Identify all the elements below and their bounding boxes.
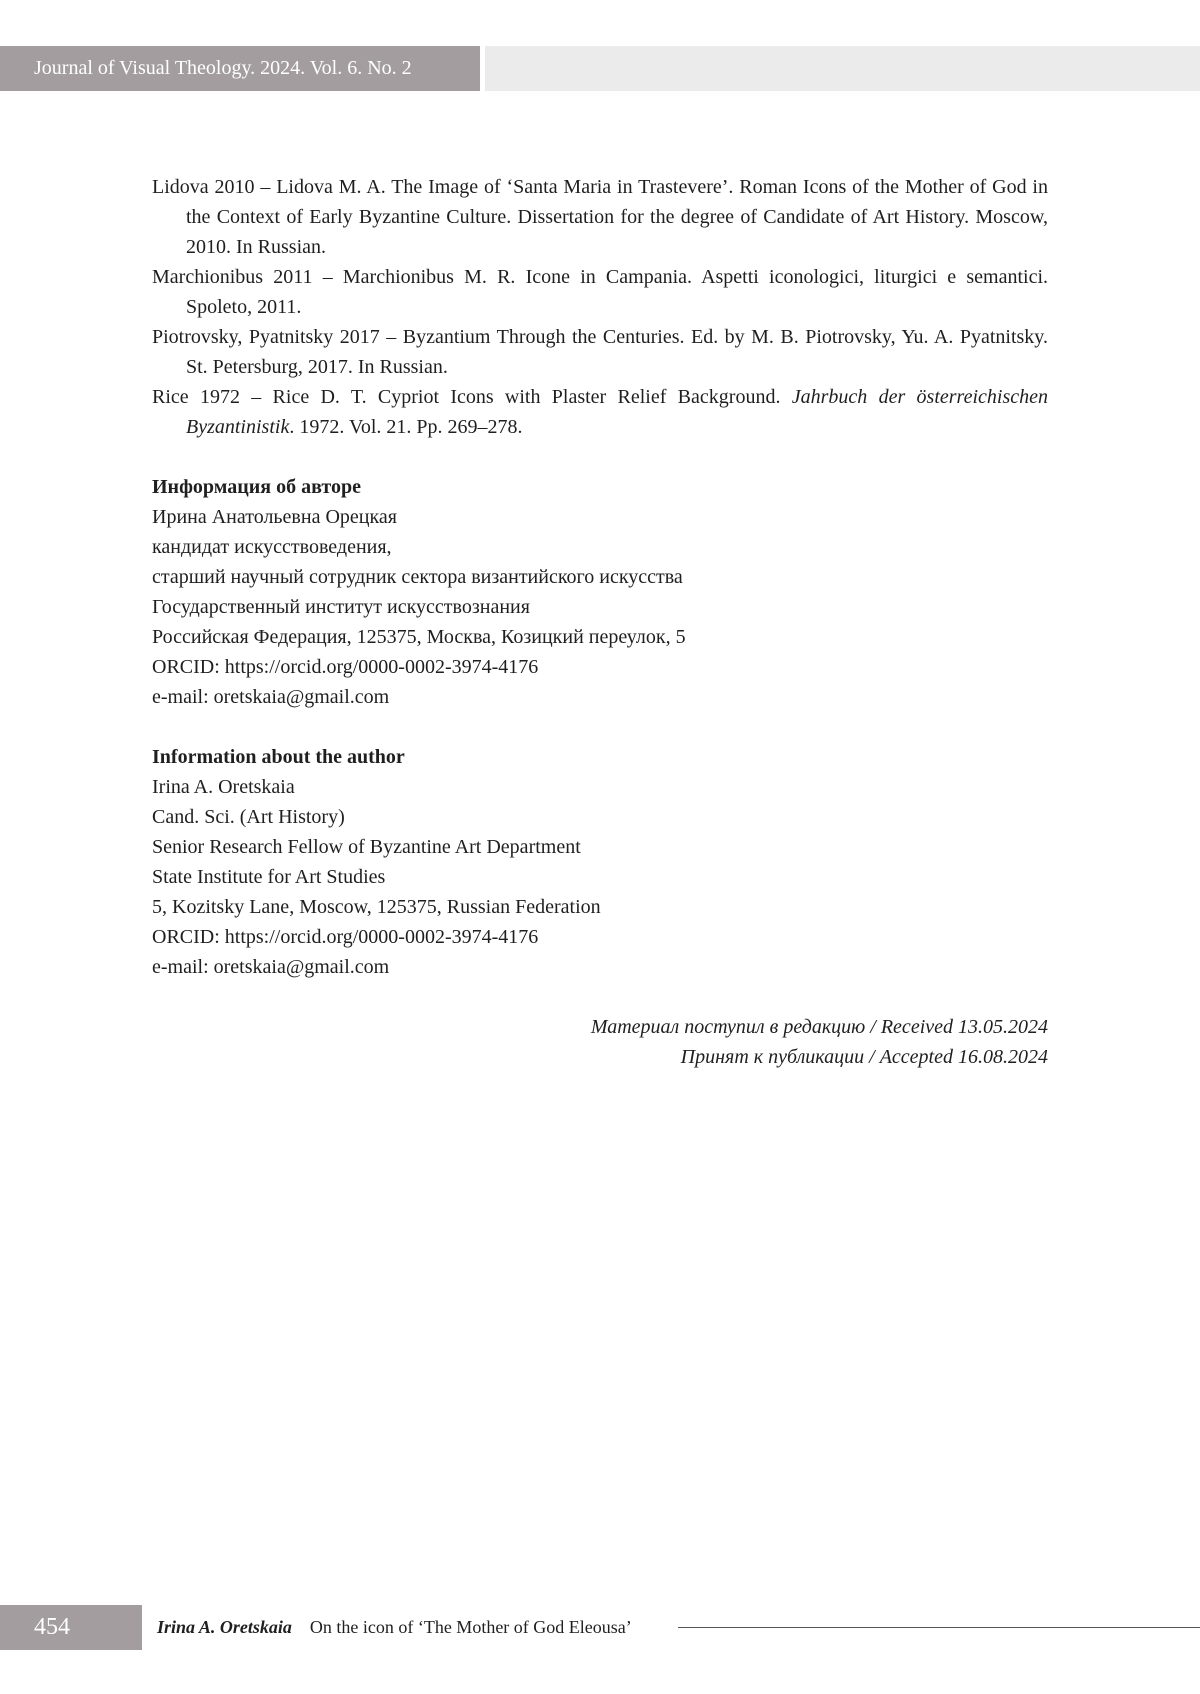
footer-article-title: On the icon of ‘The Mother of God Eleousa’ bbox=[309, 1617, 632, 1637]
footer-author: Irina A. Oretskaia bbox=[157, 1617, 292, 1637]
accepted-date: Принят к публикации / Accepted 16.08.2024 bbox=[680, 1046, 1048, 1068]
author-degree: Cand. Sci. (Art History) bbox=[152, 806, 345, 828]
section-title: Информация об авторе bbox=[152, 476, 361, 498]
section-title: Information about the author bbox=[152, 746, 405, 768]
author-name: Ирина Анатольевна Орецкая bbox=[152, 506, 397, 528]
author-address: Российская Федерация, 125375, Москва, Козицкий переулок, 5 bbox=[152, 626, 686, 648]
reference-item: Piotrovsky, Pyatnitsky 2017 – Byzantium Through the Centuries. Ed. by M. B. Piotrovsky, Yu. A. Pyatnitsky. St. Petersburg, 2017. In Russian. bbox=[152, 326, 1048, 378]
reference-journal-title: Jahrbuch der österreichischen Byzantinistik bbox=[186, 386, 1048, 438]
running-header-bar bbox=[485, 46, 1200, 91]
page-content bbox=[152, 172, 1048, 1072]
author-info-ru bbox=[152, 472, 1048, 712]
author-email: e-mail: oretskaia@gmail.com bbox=[152, 686, 390, 708]
received-date: Материал поступил в редакцию / Received 13.05.2024 bbox=[590, 1016, 1048, 1038]
author-info-en bbox=[152, 742, 1048, 982]
author-name: Irina A. Oretskaia bbox=[152, 776, 295, 798]
reference-list bbox=[152, 172, 1048, 442]
reference-text: Rice 1972 – Rice D. T. Cypriot Icons with Plaster Relief Background. bbox=[152, 386, 792, 408]
author-email: e-mail: oretskaia@gmail.com bbox=[152, 956, 390, 978]
page-number: 454 bbox=[34, 1614, 70, 1640]
journal-title: Journal of Visual Theology. 2024. Vol. 6. No. 2 bbox=[34, 57, 412, 79]
reference-item bbox=[152, 382, 1048, 442]
author-degree: кандидат искусствоведения, bbox=[152, 536, 392, 558]
page-number-box bbox=[0, 1605, 142, 1650]
author-institution: State Institute for Art Studies bbox=[152, 866, 386, 888]
author-position: старший научный сотрудник сектора византийского искусства bbox=[152, 566, 683, 588]
author-orcid: ORCID: https://orcid.org/0000-0002-3974-4176 bbox=[152, 926, 539, 948]
reference-item: Lidova 2010 – Lidova M. A. The Image of ‘Santa Maria in Trastevere’. Roman Icons of the Mother of God in the Context of Early Byzantine Culture. Dissertation for the degree of Candidate of Art History. Moscow, 2010. In Russian. bbox=[152, 176, 1048, 258]
running-footer bbox=[157, 1612, 632, 1642]
submission-dates bbox=[152, 1012, 1048, 1072]
reference-item: Marchionibus 2011 – Marchionibus M. R. Icone in Campania. Aspetti iconologici, liturgici e semantici. Spoleto, 2011. bbox=[152, 266, 1048, 318]
reference-text: . 1972. Vol. 21. Pp. 269–278. bbox=[289, 416, 523, 438]
author-address: 5, Kozitsky Lane, Moscow, 125375, Russian Federation bbox=[152, 896, 601, 918]
author-institution: Государственный институт искусствознания bbox=[152, 596, 530, 618]
running-header-journal bbox=[0, 46, 480, 91]
author-orcid: ORCID: https://orcid.org/0000-0002-3974-4176 bbox=[152, 656, 539, 678]
footer-divider bbox=[678, 1627, 1200, 1628]
author-position: Senior Research Fellow of Byzantine Art Department bbox=[152, 836, 581, 858]
